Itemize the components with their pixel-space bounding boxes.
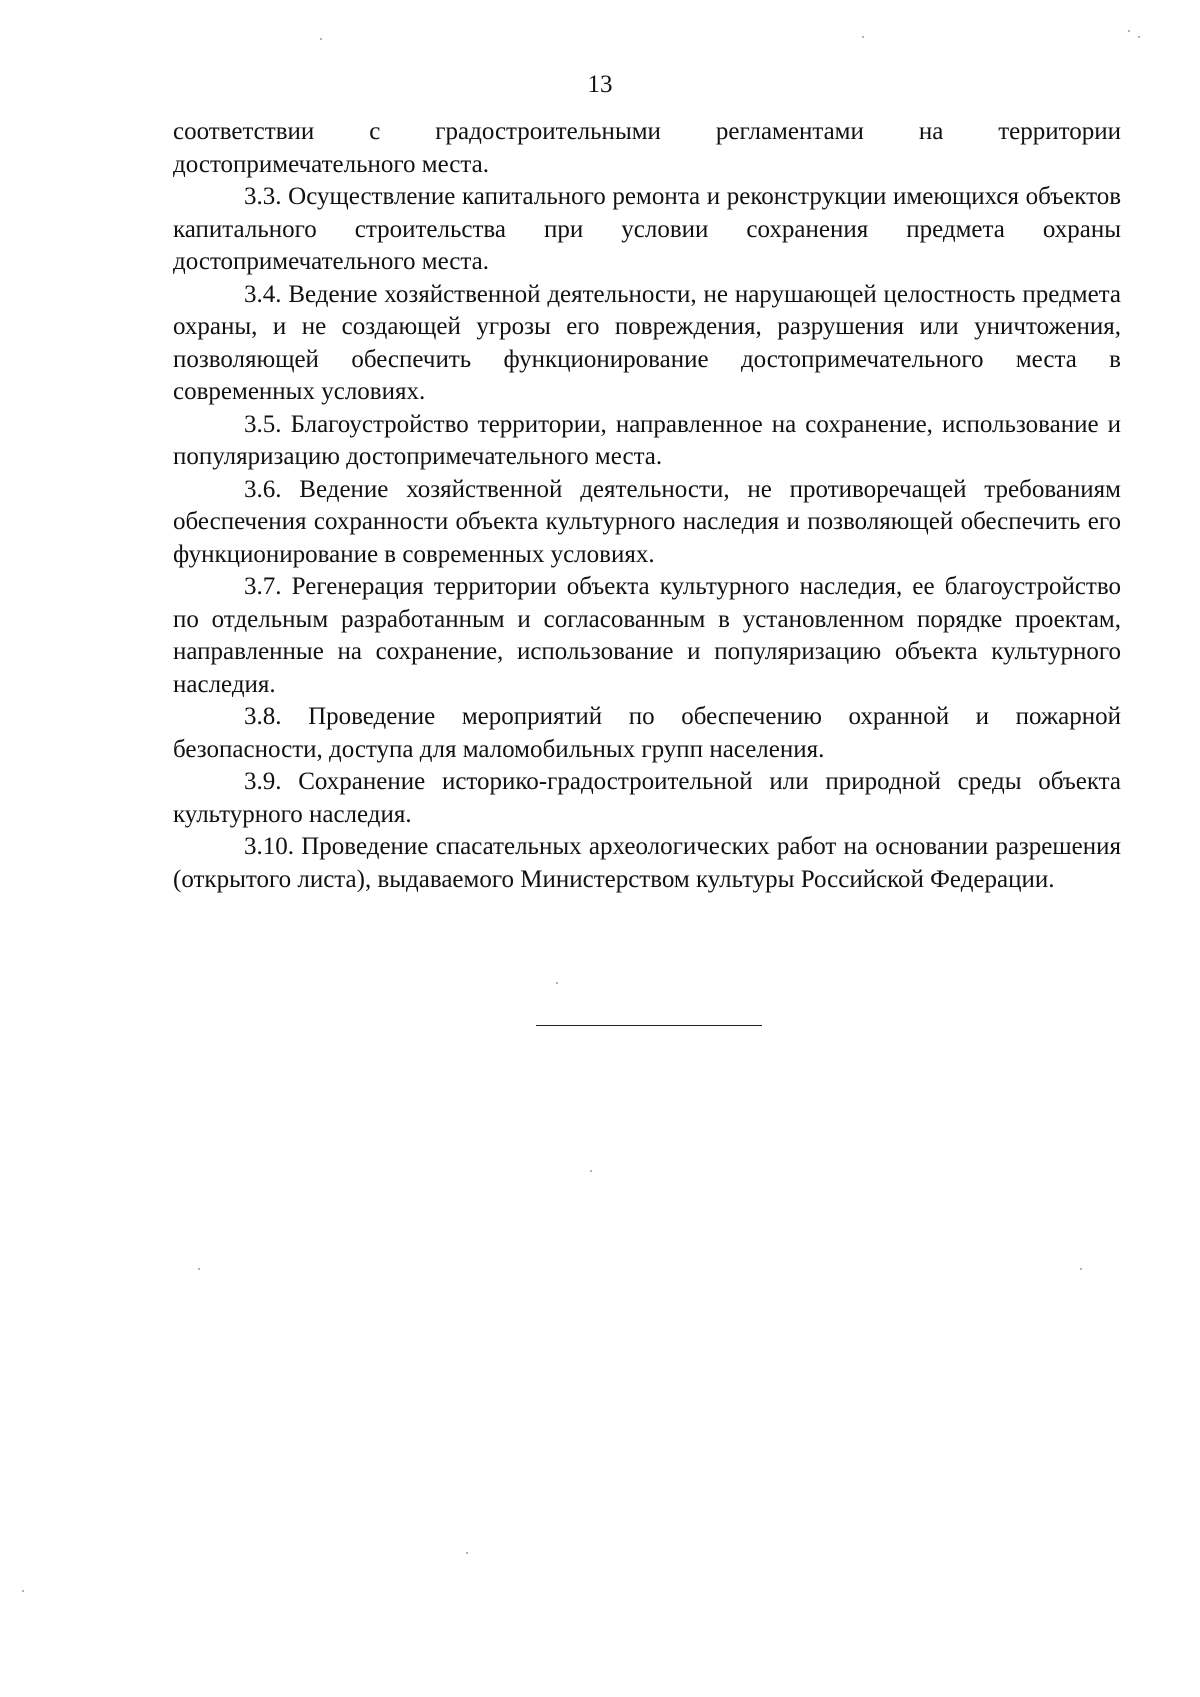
paragraph-3-8: 3.8. Проведение мероприятий по обеспечению охранной и пожарной безопасности, доступа для маломобильных групп населения. [173,703,1121,763]
scan-speck [198,1268,200,1270]
paragraph-3-9: 3.9. Сохранение историко-градостроительной или природной среды объекта культурного наследия. [173,768,1121,828]
page-number: 13 [587,71,613,98]
scan-speck [22,1590,24,1592]
paragraph-3-7: 3.7. Регенерация территории объекта культурного наследия, ее благоустройство по отдельным разработанным и согласованным в установленном порядке проектам, направленные на сохранение, использование и популяризацию объекта культурного наследия. [173,573,1121,698]
document-body [173,116,1121,896]
paragraph-3-4: 3.4. Ведение хозяйственной деятельности, не нарушающей целостность предмета охраны, и не создающей угрозы его повреждения, разрушения или уничтожения, позволяющей обеспечить функционирование достопримечательного места в современных условиях. [173,280,1121,405]
scan-speck [466,1552,468,1554]
scan-speck [556,982,558,984]
scan-speck [1128,30,1130,32]
scan-speck [320,38,322,40]
paragraph-continuation: соответствии с градостроительными регламентами на территории достопримечательного места. [173,118,1121,178]
scan-speck [1080,1268,1082,1270]
scan-speck [590,1170,592,1172]
paragraph-3-10: 3.10. Проведение спасательных археологических работ на основании разрешения (открытого листа), выдаваемого Министерством культуры Российской Федерации. [173,833,1121,893]
paragraph-3-5: 3.5. Благоустройство территории, направленное на сохранение, использование и популяризацию достопримечательного места. [173,410,1121,470]
paragraph-3-3: 3.3. Осуществление капитального ремонта и реконструкции имеющихся объектов капитального строительства при условии сохранения предмета охраны достопримечательного места. [173,183,1121,275]
closing-divider-line [536,1025,762,1026]
scan-speck [1138,36,1140,38]
paragraph-3-6: 3.6. Ведение хозяйственной деятельности, не противоречащей требованиям обеспечения сохранности объекта культурного наследия и позволяющей обеспечить его функционирование в современных условиях. [173,475,1121,568]
scan-speck [862,36,864,38]
